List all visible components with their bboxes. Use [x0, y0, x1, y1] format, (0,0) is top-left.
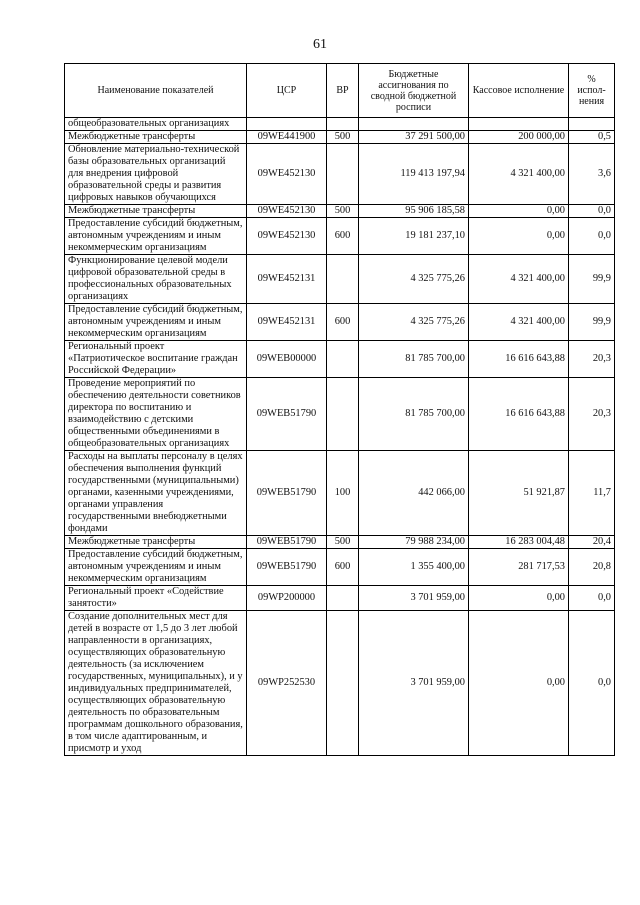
table-row	[65, 304, 615, 341]
cell-budget: 3 701 959,00	[359, 611, 469, 756]
table-row	[65, 118, 615, 131]
table-header-row	[65, 64, 615, 118]
cell-budget: 79 988 234,00	[359, 536, 469, 549]
cell-name: Межбюджетные трансферты	[65, 131, 247, 144]
cell-budget: 1 355 400,00	[359, 549, 469, 586]
cell-cash: 4 321 400,00	[469, 304, 569, 341]
cell-budget	[359, 118, 469, 131]
cell-budget: 19 181 237,10	[359, 218, 469, 255]
cell-pct: 20,4	[569, 536, 615, 549]
table-row	[65, 451, 615, 536]
table-row	[65, 131, 615, 144]
cell-pct: 0,5	[569, 131, 615, 144]
cell-cash: 0,00	[469, 611, 569, 756]
cell-pct: 99,9	[569, 255, 615, 304]
cell-vr: 600	[327, 304, 359, 341]
cell-csr: 09WEB51790	[247, 451, 327, 536]
cell-vr	[327, 611, 359, 756]
cell-csr	[247, 118, 327, 131]
cell-pct: 11,7	[569, 451, 615, 536]
cell-name: общеобразовательных организациях	[65, 118, 247, 131]
table-row	[65, 549, 615, 586]
cell-cash: 4 321 400,00	[469, 144, 569, 205]
cell-name: Межбюджетные трансферты	[65, 536, 247, 549]
cell-vr: 100	[327, 451, 359, 536]
cell-vr: 500	[327, 205, 359, 218]
cell-csr: 09WP200000	[247, 586, 327, 611]
cell-vr: 500	[327, 131, 359, 144]
cell-vr	[327, 118, 359, 131]
cell-csr: 09WE452130	[247, 144, 327, 205]
cell-csr: 09WE452131	[247, 255, 327, 304]
cell-vr	[327, 341, 359, 378]
cell-vr	[327, 378, 359, 451]
cell-csr: 09WE452130	[247, 205, 327, 218]
cell-csr: 09WE452131	[247, 304, 327, 341]
cell-budget: 81 785 700,00	[359, 378, 469, 451]
table-row	[65, 341, 615, 378]
header-budget: Бюджетные ассигнования по сводной бюджетной росписи	[359, 64, 469, 118]
cell-csr: 09WE452130	[247, 218, 327, 255]
cell-cash: 281 717,53	[469, 549, 569, 586]
cell-cash: 16 616 643,88	[469, 378, 569, 451]
header-name: Наименование показателей	[65, 64, 247, 118]
cell-csr: 09WEB00000	[247, 341, 327, 378]
cell-vr	[327, 586, 359, 611]
cell-pct: 0,0	[569, 205, 615, 218]
cell-name: Создание дополнительных мест для детей в возрасте от 1,5 до 3 лет любой направленности в организациях, осуществляющих образовательную деятельность (за исключением государственных, муниципальных), и у индивидуальных предпринимателей, осуществляющих образовательную деятельность по образовательным программам дошкольного образования, в том числе адаптированным, и присмотр и уход	[65, 611, 247, 756]
cell-cash	[469, 118, 569, 131]
header-pct: % испол-нения	[569, 64, 615, 118]
table-row	[65, 586, 615, 611]
cell-name: Межбюджетные трансферты	[65, 205, 247, 218]
cell-budget: 95 906 185,58	[359, 205, 469, 218]
cell-cash: 16 283 004,48	[469, 536, 569, 549]
cell-budget: 3 701 959,00	[359, 586, 469, 611]
cell-pct: 99,9	[569, 304, 615, 341]
table-row	[65, 144, 615, 205]
cell-csr: 09WEB51790	[247, 536, 327, 549]
cell-csr: 09WP252530	[247, 611, 327, 756]
table-row	[65, 255, 615, 304]
table-row	[65, 536, 615, 549]
page-number: 61	[313, 37, 327, 52]
header-csr: ЦСР	[247, 64, 327, 118]
cell-vr: 600	[327, 549, 359, 586]
cell-name: Региональный проект «Патриотическое воспитание граждан Российской Федерации»	[65, 341, 247, 378]
cell-cash: 0,00	[469, 586, 569, 611]
cell-pct: 0,0	[569, 586, 615, 611]
cell-pct: 0,0	[569, 611, 615, 756]
cell-name: Проведение мероприятий по обеспечению деятельности советников директора по воспитанию и взаимодействию с детскими общественными объединениями в общеобразовательных организациях	[65, 378, 247, 451]
cell-name: Обновление материально-технической базы образовательных организаций для внедрения цифровой образовательной среды и развития цифровых навыков обучающихся	[65, 144, 247, 205]
table-row	[65, 611, 615, 756]
table-row	[65, 378, 615, 451]
cell-name: Региональный проект «Содействие занятости»	[65, 586, 247, 611]
cell-vr	[327, 144, 359, 205]
cell-pct: 20,8	[569, 549, 615, 586]
cell-name: Функционирование целевой модели цифровой образовательной среды в профессиональных образовательных организациях	[65, 255, 247, 304]
cell-budget: 37 291 500,00	[359, 131, 469, 144]
cell-csr: 09WEB51790	[247, 549, 327, 586]
cell-csr: 09WE441900	[247, 131, 327, 144]
cell-budget: 81 785 700,00	[359, 341, 469, 378]
cell-pct: 20,3	[569, 378, 615, 451]
cell-cash: 0,00	[469, 205, 569, 218]
cell-name: Предоставление субсидий бюджетным, автономным учреждениям и иным некоммерческим организациям	[65, 304, 247, 341]
table-body	[65, 118, 615, 756]
cell-pct	[569, 118, 615, 131]
cell-name: Предоставление субсидий бюджетным, автономным учреждениям и иным некоммерческим организациям	[65, 549, 247, 586]
header-vr: ВР	[327, 64, 359, 118]
cell-cash: 0,00	[469, 218, 569, 255]
cell-pct: 3,6	[569, 144, 615, 205]
cell-cash: 16 616 643,88	[469, 341, 569, 378]
table-row	[65, 205, 615, 218]
cell-budget: 119 413 197,94	[359, 144, 469, 205]
cell-cash: 51 921,87	[469, 451, 569, 536]
cell-budget: 4 325 775,26	[359, 255, 469, 304]
budget-table	[64, 63, 615, 756]
cell-vr	[327, 255, 359, 304]
table-row	[65, 218, 615, 255]
cell-csr: 09WEB51790	[247, 378, 327, 451]
cell-cash: 4 321 400,00	[469, 255, 569, 304]
cell-name: Расходы на выплаты персоналу в целях обеспечения выполнения функций государственными (муниципальными) органами, казенными учреждениями, органами управления государственными внебюджетными фондами	[65, 451, 247, 536]
cell-pct: 20,3	[569, 341, 615, 378]
cell-cash: 200 000,00	[469, 131, 569, 144]
cell-vr: 500	[327, 536, 359, 549]
cell-name: Предоставление субсидий бюджетным, автономным учреждениям и иным некоммерческим организациям	[65, 218, 247, 255]
cell-pct: 0,0	[569, 218, 615, 255]
cell-budget: 4 325 775,26	[359, 304, 469, 341]
cell-budget: 442 066,00	[359, 451, 469, 536]
cell-vr: 600	[327, 218, 359, 255]
header-cash: Кассовое исполнение	[469, 64, 569, 118]
